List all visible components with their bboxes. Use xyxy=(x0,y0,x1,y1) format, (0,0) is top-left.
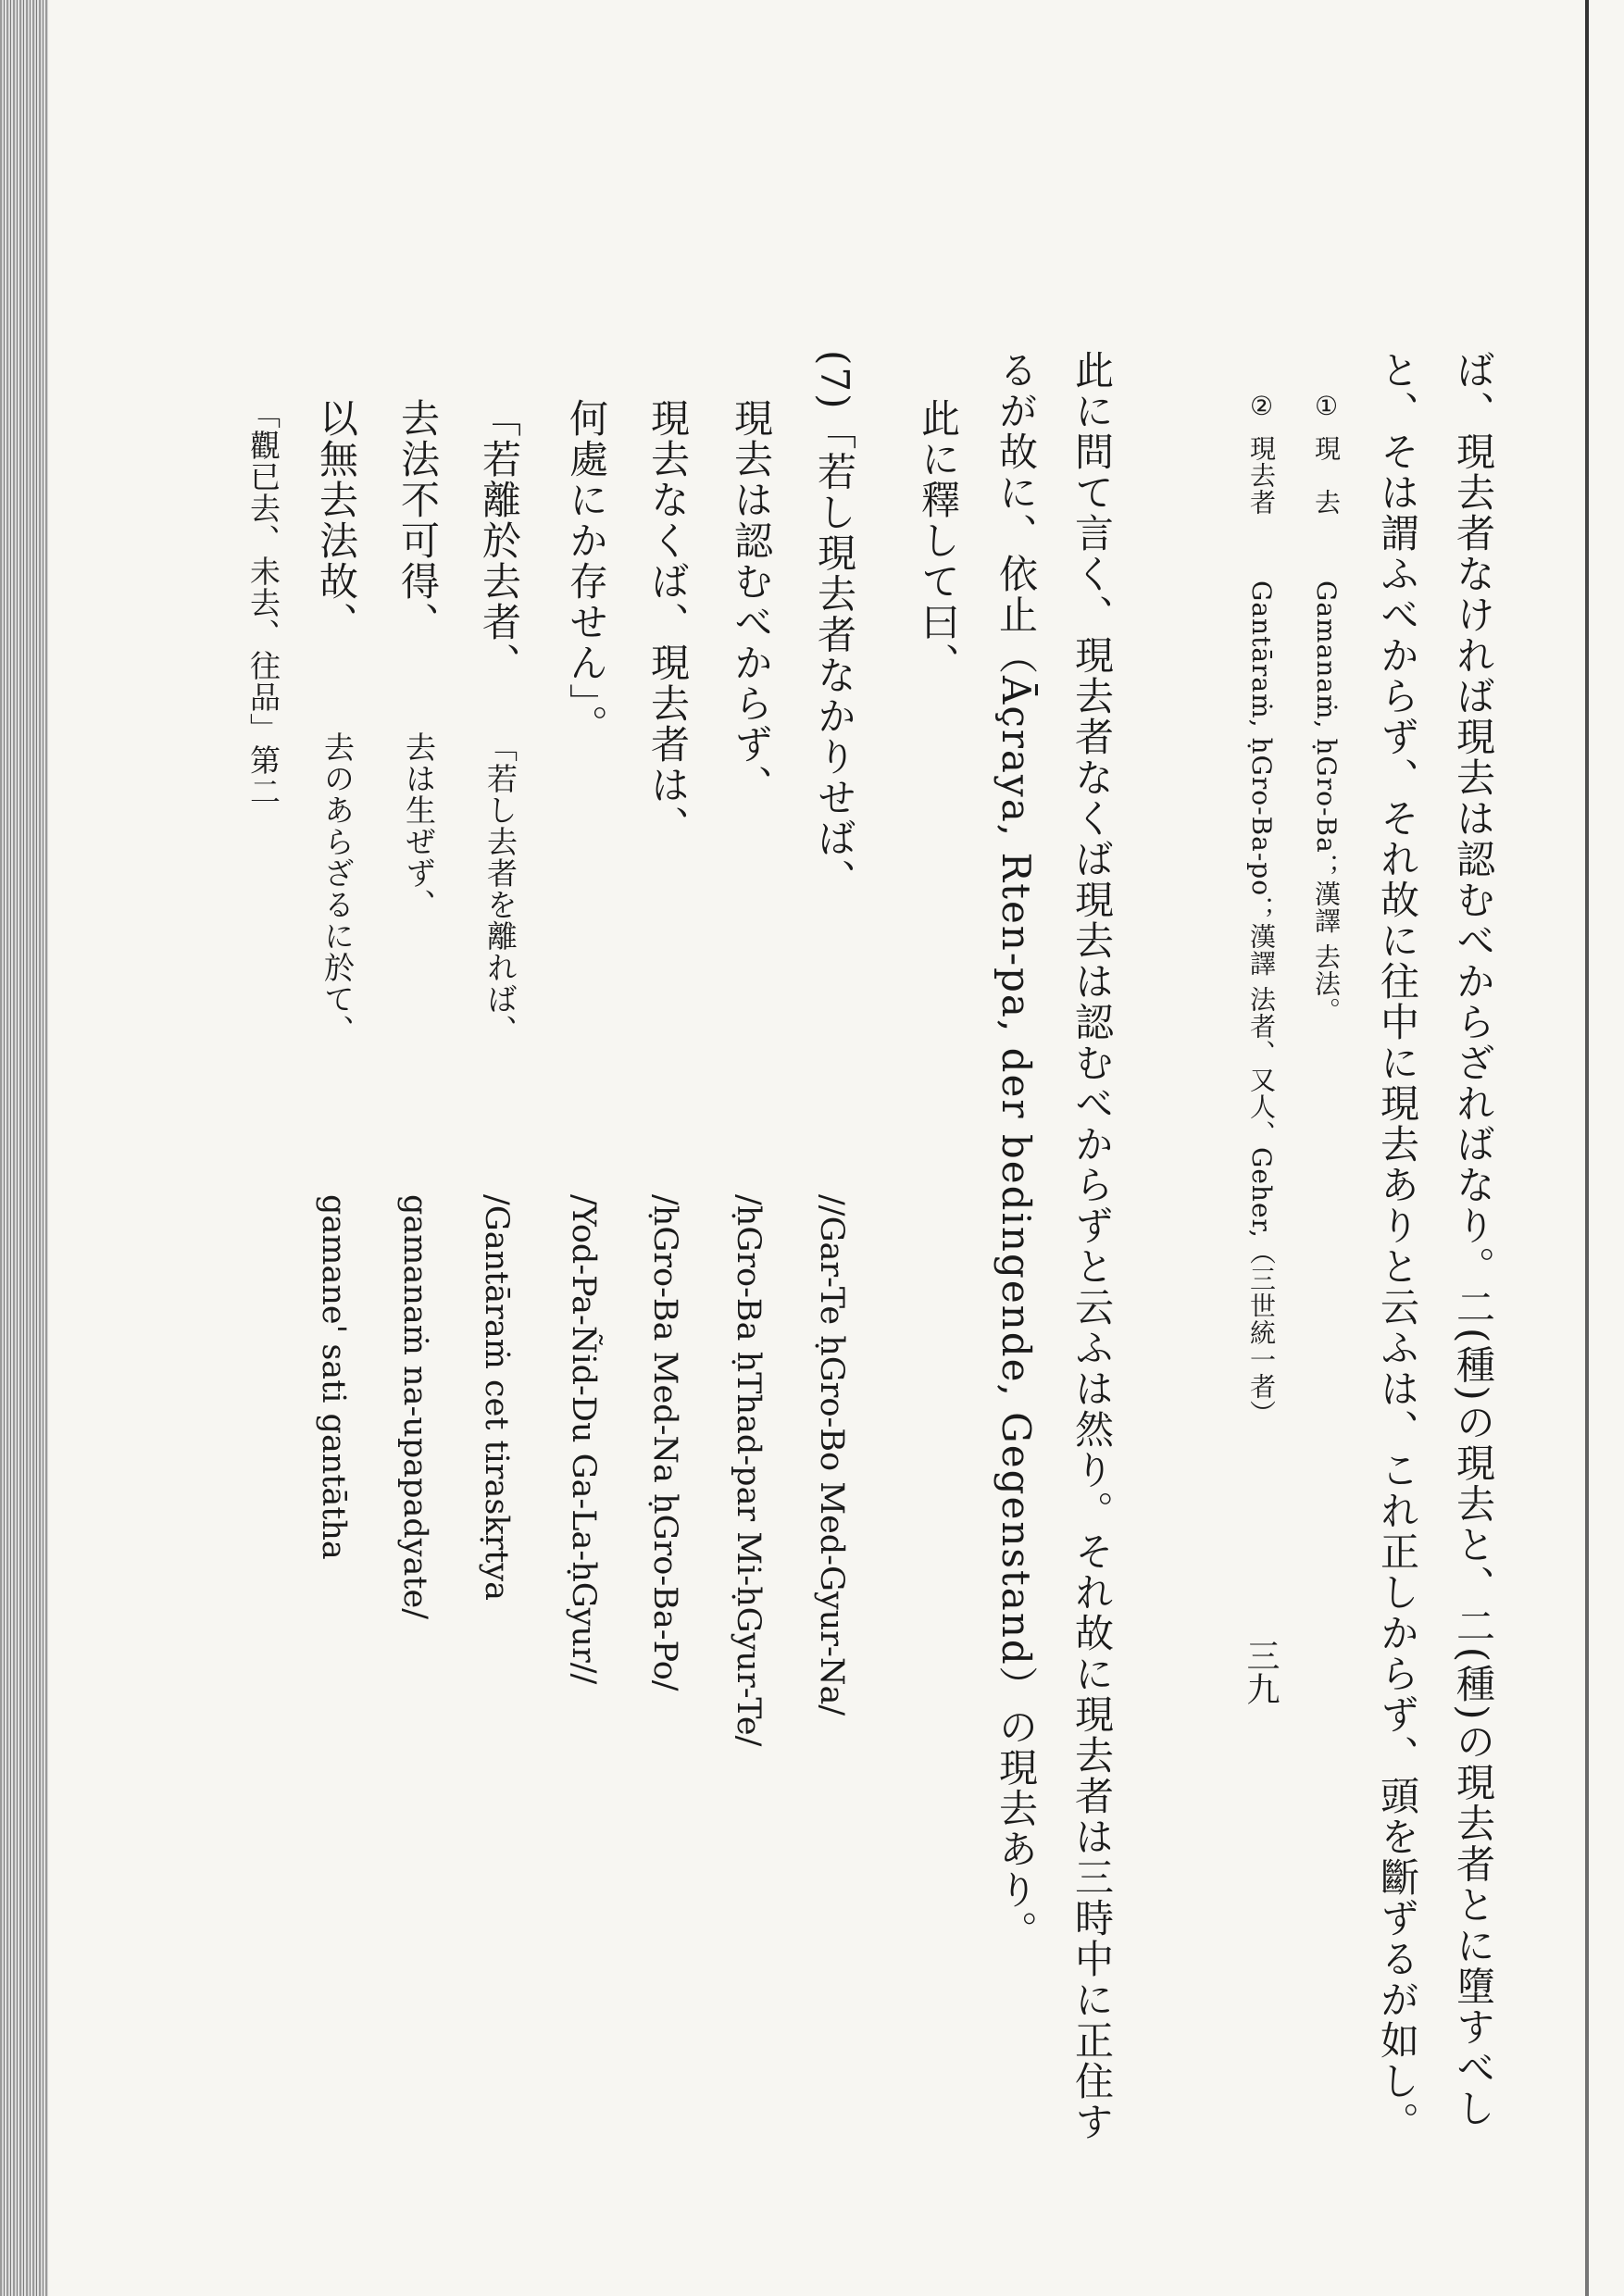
chinese-verse-1-sanskrit: /Gantāraṁ cet tiraskṛtya xyxy=(478,1194,515,1601)
paragraph1-line2: と、そは謂ふべからず、それ故に往中に現去ありと云ふは、これ正しからず、頭を斷ずるが如し。 xyxy=(1375,350,1420,2142)
note-2-gloss: Gantāraṁ, ḥGro-Ba-po；漢譯 法者、又人、Geher,（三世統一者） xyxy=(1246,580,1277,1427)
verse-tibetan-1: //Gar-Te ḥGro-Bo Med-Gyur-Na/ xyxy=(813,1194,850,1716)
paragraph2-line2: るが故に、依止（Āçraya, Rten-pa, der bedingende, Gegenstand）の現去あり。 xyxy=(993,350,1039,1952)
page-edge-line xyxy=(1585,0,1589,2296)
chinese-verse-1-gloss: 「若し去者を離れば、 xyxy=(482,731,518,1046)
chinese-verse-1: 「若離於去者、 xyxy=(477,398,522,683)
paragraph3: 此に釋して曰、 xyxy=(916,398,961,683)
verse-tibetan-3: /ḥGro-Ba Med-Na ḥGro-Ba-Po/ xyxy=(646,1194,683,1691)
verse-japanese-1: (7)「若し現去者なかりせば、 xyxy=(812,350,857,900)
note-1-gloss: Gamanaṁ, ḥGro-Ba；漢譯 去法。 xyxy=(1311,580,1342,1024)
chinese-verse-3: 以無去法故、 xyxy=(314,398,359,643)
paragraph2-line1: 此に問て言く、現去者なくば現去は認むべからずと云ふは然り。それ故に現去者は三時中に正住す xyxy=(1069,350,1115,2142)
note-1-term: 現 去 xyxy=(1311,435,1342,516)
chinese-verse-2-sanskrit: gamanaṁ na-upapadyate/ xyxy=(396,1194,433,1619)
verse-tibetan-2: /ḥGro-Ba ḥThad-par Mi-ḥGyur-Te/ xyxy=(730,1194,767,1747)
page-number: 三九 xyxy=(1242,1639,1280,1705)
verse-tibetan-4: /Yod-Pa-Ñid-Du Ga-La-ḥGyur// xyxy=(565,1194,602,1685)
binding-shadow xyxy=(0,0,48,2296)
verse-japanese-2: 現去は認むべからず、 xyxy=(729,398,774,805)
note-2-term: 現去者 xyxy=(1246,435,1277,516)
running-head: 「觀已去、未去、往品」第二 xyxy=(245,398,281,807)
note-1-marker: ① xyxy=(1311,391,1342,422)
verse-japanese-4: 何處にか存せん」。 xyxy=(564,398,609,745)
chinese-verse-2: 去法不可得、 xyxy=(395,398,441,643)
verse-japanese-3: 現去なくば、現去者は、 xyxy=(645,398,691,846)
note-2-marker: ② xyxy=(1246,391,1277,422)
chinese-verse-3-sanskrit: gamane' sati gantātha xyxy=(315,1194,352,1560)
paragraph1-line1: ば、現去者なければ現去は認むべからざればなり。二(種)の現去と、二(種)の現去者とに墮すべし xyxy=(1451,350,1496,2129)
note-1 xyxy=(1311,391,1342,1024)
note-2 xyxy=(1246,391,1277,1427)
chinese-verse-2-gloss: 去は生ぜず、 xyxy=(401,731,437,920)
chinese-verse-3-gloss: 去のあらざるに於て、 xyxy=(319,731,356,1046)
